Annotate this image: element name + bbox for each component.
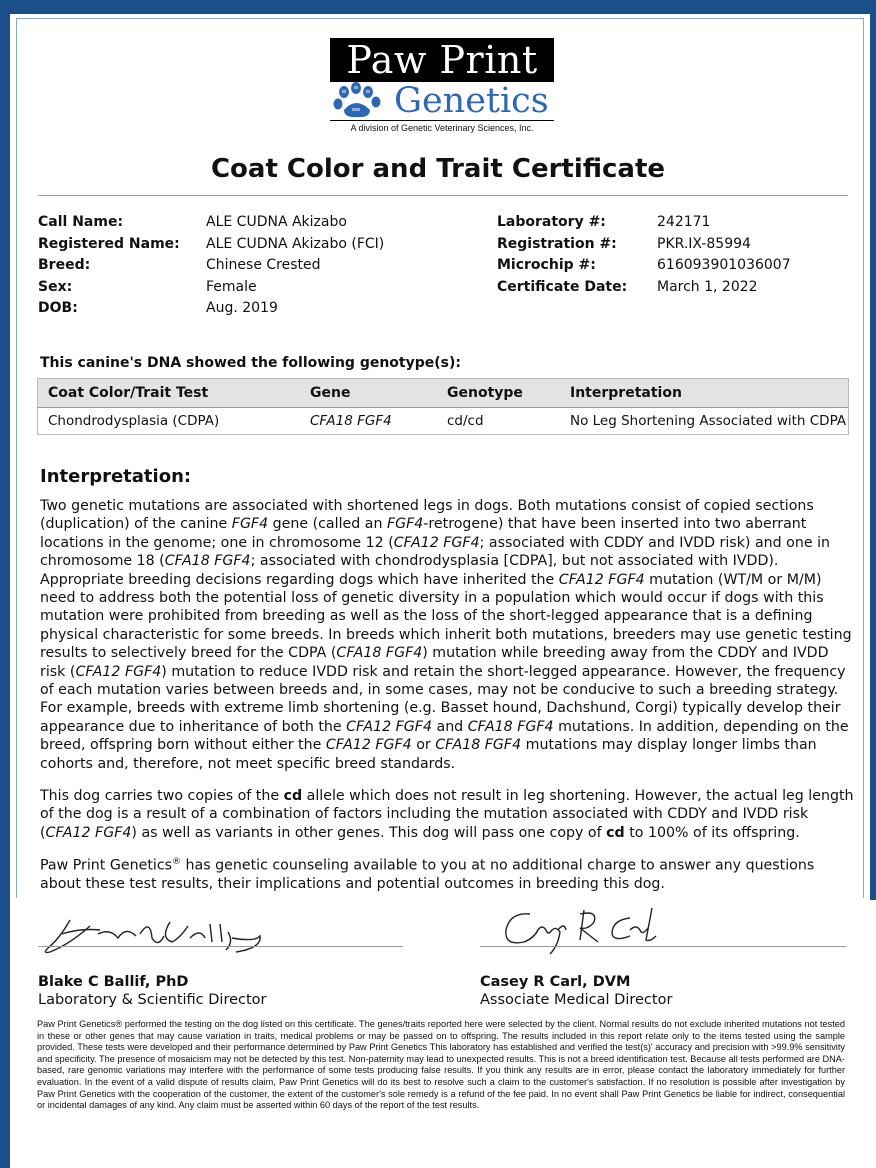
- microchip-label: Microchip #:: [497, 257, 596, 273]
- table-row: [38, 408, 849, 435]
- top-border: [0, 0, 876, 14]
- right-signer-name: Casey R Carl, DVM: [480, 974, 631, 990]
- signature-blake-ballif: [40, 908, 270, 958]
- registration-value: PKR.IX-85994: [657, 235, 751, 252]
- paw-print-icon: [330, 82, 390, 120]
- interpretation-heading: Interpretation:: [40, 466, 192, 487]
- left-signer-title: Laboratory & Scientific Director: [38, 992, 267, 1008]
- call-name-label: Call Name:: [38, 214, 124, 230]
- sex-value: Female: [206, 278, 257, 295]
- counseling-paragraph: Paw Print Genetics® has genetic counseling available to you at no additional charge to answer any questions about these test results, their implications and potential outcomes in breeding this dog.: [40, 857, 815, 893]
- interpretation-paragraph-2: This dog carries two copies of the cd allele which does not result in leg shortening. However, the actual leg length of the dog is a result of a combination of factors including the mutation associated with CDDY and IVDD risk (CFA12 FGF4) as well as variants in other genes. This dog will pass one copy of cd to 100% of its offspring.: [40, 788, 854, 841]
- cell-gene: CFA18 FGF4: [300, 408, 437, 435]
- certificate-date-value: March 1, 2022: [657, 278, 758, 295]
- registered-name-label: Registered Name:: [38, 235, 180, 252]
- left-signer-name: Blake C Ballif, PhD: [38, 974, 189, 990]
- company-logo: [330, 38, 556, 133]
- right-border: [870, 0, 876, 900]
- breed-value: Chinese Crested: [206, 257, 321, 273]
- signature-line-right: [480, 946, 846, 947]
- dob-label: DOB:: [38, 300, 78, 316]
- title-divider: [38, 195, 848, 196]
- signature-line-left: [38, 946, 403, 947]
- interpretation-paragraph-1: Two genetic mutations are associated with shortened legs in dogs. Both mutations consist of copied sections (duplication) of the canine FGF4 gene (called an FGF4-retrogene) that have been inserted into two aberrant locations in the genome; one in chromosome 12 (CFA12 FGF4; associated with CDDY and IVDD risk) and one in chromosome 18 (CFA18 FGF4; associated with chondrodysplasia [CDPA], but not associated with IVDD). Appropriate breeding decisions regarding dogs which have inherited the CFA12 FGF4 mutation (WT/M or M/M) need to address both the potential loss of genetic diversity in a population which would occur if dogs with this mutation were prohibited from breeding as well as the loss of the short-legged appearance that is a defining physical characteristic for some breeds. In breeds which inherit both mutations, breeders may use genetic testing results to selectively breed for the CDPA (CFA18 FGF4) mutation while breeding away from the CDDY and IVDD risk (CFA12 FGF4) mutation to reduce IVDD risk and retain the short-legged appearance. However, the frequency of each mutation varies between breeds and, in some cases, may not be conducive to such a breeding strategy. For example, breeds with extreme limb shortening (e.g. Basset hound, Dachshund, Corgi) typically develop their appearance due to inheritance of both the CFA12 FGF4 and CFA18 FGF4 mutations. In addition, depending on the breed, offspring born without either the CFA12 FGF4 or CFA18 FGF4 mutations may display longer limbs than cohorts and, therefore, not meet specific breed standards.: [40, 498, 852, 772]
- cell-genotype: cd/cd: [437, 408, 560, 435]
- signature-casey-carl: [480, 900, 700, 960]
- dob-value: Aug. 2019: [206, 300, 278, 316]
- breed-label: Breed:: [38, 257, 91, 273]
- registered-name-value: ALE CUDNA Akizabo (FCI): [206, 235, 385, 252]
- registration-label: Registration #:: [497, 235, 617, 252]
- table-header-row: [38, 379, 849, 408]
- header-interpretation: Interpretation: [560, 379, 849, 408]
- lab-info: [497, 212, 791, 298]
- genotype-table: [37, 378, 849, 435]
- microchip-value: 616093901036007: [657, 257, 791, 273]
- inner-border-left: [16, 18, 17, 898]
- certificate-title: Coat Color and Trait Certificate: [210, 154, 666, 184]
- logo-line2: Genetics: [394, 81, 549, 121]
- laboratory-label: Laboratory #:: [497, 214, 606, 230]
- header-gene: Gene: [300, 379, 437, 408]
- cell-interpretation: No Leg Shortening Associated with CDPA: [560, 408, 849, 435]
- legal-disclaimer: Paw Print Genetics® performed the testing on the dog listed on this certificate. The genes/traits reported here were selected by the client. Normal results do not exclude inherited mutations not tested in these or other genes that may cause variation in traits, medical problems or may be passed on to offspring. The results included in this report relate only to the items tested using the sample provided. These tests were developed and their performance determined by Paw Print Genetics This laboratory has established and verified the test(s)' accuracy and precision with >99.9% sensitivity and specificity. The presence of mosaicism may not be detected by this test. Non-paternity may lead to unexpected results. This is not a breed identification test. Because all tests performed are DNA-based, rare genomic variations may interfere with the performance of some tests producing false results. If you think any results are in error, please contact the laboratory immediately for further evaluation. In the event of a valid dispute of results claim, Paw Print Genetics will do its best to resolve such a claim to the customer's satisfaction. If no resolution is possible after investigation by Paw Print Genetics with the cooperation of the customer, the extent of the customer's sole remedy is a refund of the fee paid. In no event shall Paw Print Genetics be liable for indirect, consequential or incidental damages of any kind. Any claim must be asserted within 60 days of the report of the test results.: [37, 1019, 845, 1111]
- logo-subtitle: A division of Genetic Veterinary Sciences, Inc.: [330, 120, 554, 133]
- inner-border-top: [16, 18, 864, 19]
- certificate-date-label: Certificate Date:: [497, 278, 628, 295]
- genotype-heading: This canine's DNA showed the following genotype(s):: [40, 355, 461, 371]
- header-genotype: Genotype: [437, 379, 560, 408]
- right-signer-title: Associate Medical Director: [480, 992, 673, 1008]
- inner-border-right: [863, 18, 864, 898]
- cell-test: Chondrodysplasia (CDPA): [38, 408, 301, 435]
- header-test: Coat Color/Trait Test: [38, 379, 301, 408]
- logo-line1: Paw Print: [330, 38, 554, 82]
- dog-info: [38, 212, 384, 320]
- laboratory-value: 242171: [657, 214, 711, 230]
- call-name-value: ALE CUDNA Akizabo: [206, 214, 347, 230]
- sex-label: Sex:: [38, 278, 73, 295]
